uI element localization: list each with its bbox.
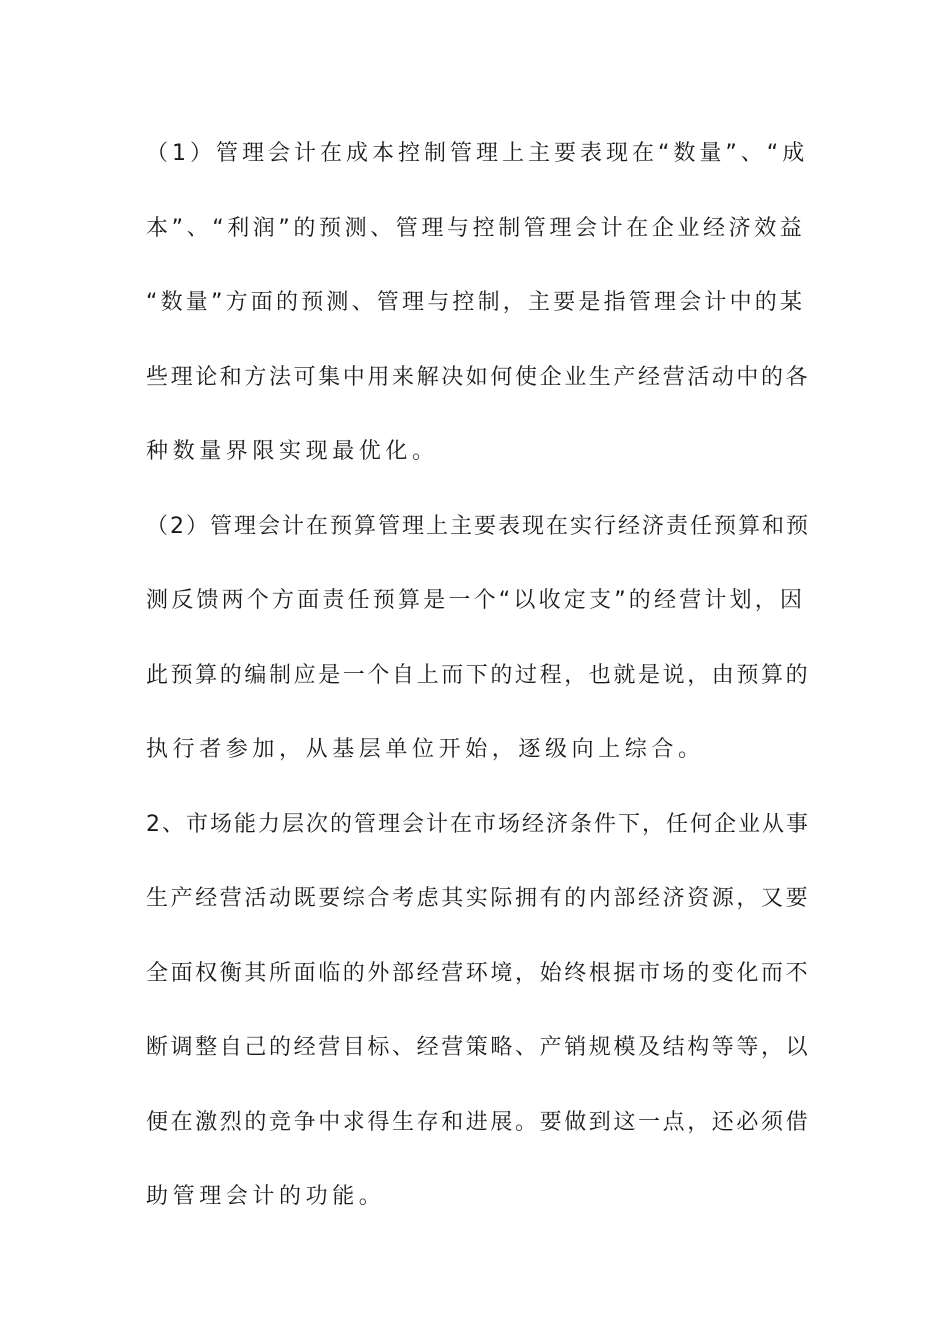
text-line: （2）管理会计在预算管理上主要表现在实行经济责任预算和预 (146, 513, 810, 539)
text-line: 全面权衡其所面临的外部经营环境，始终根据市场的变化而不 (146, 960, 811, 986)
text-line: 测反馈两个方面责任预算是一个“以收定支”的经营计划，因 (146, 588, 806, 613)
text-line: 便在激烈的竞争中求得生存和进展。要做到这一点，还必须借 (146, 1109, 811, 1135)
text-line: “数量”方面的预测、管理与控制，主要是指管理会计中的某 (146, 290, 806, 315)
text-line: 断调整自己的经营目标、经营策略、产销规模及结构等等，以 (146, 1035, 811, 1060)
text-line: 2、市场能力层次的管理会计在市场经济条件下，任何企业从事 (146, 811, 810, 837)
text-line: 助管理会计的功能。 (146, 1184, 386, 1209)
text-line: 种数量界限实现最优化。 (146, 439, 439, 464)
body-text (146, 126, 810, 1244)
text-line: 执行者参加，从基层单位开始，逐级向上综合。 (146, 737, 705, 762)
text-line: 此预算的编制应是一个自上而下的过程，也就是说，由预算的 (146, 662, 811, 688)
text-line: （1）管理会计在成本控制管理上主要表现在“数量”、“成 (146, 141, 809, 166)
text-line: 本”、“利润”的预测、管理与控制管理会计在企业经济效益 (146, 215, 806, 241)
text-line: 生产经营活动既要综合考虑其实际拥有的内部经济资源，又要 (146, 886, 811, 911)
text-line: 些理论和方法可集中用来解决如何使企业生产经营活动中的各 (146, 364, 811, 390)
